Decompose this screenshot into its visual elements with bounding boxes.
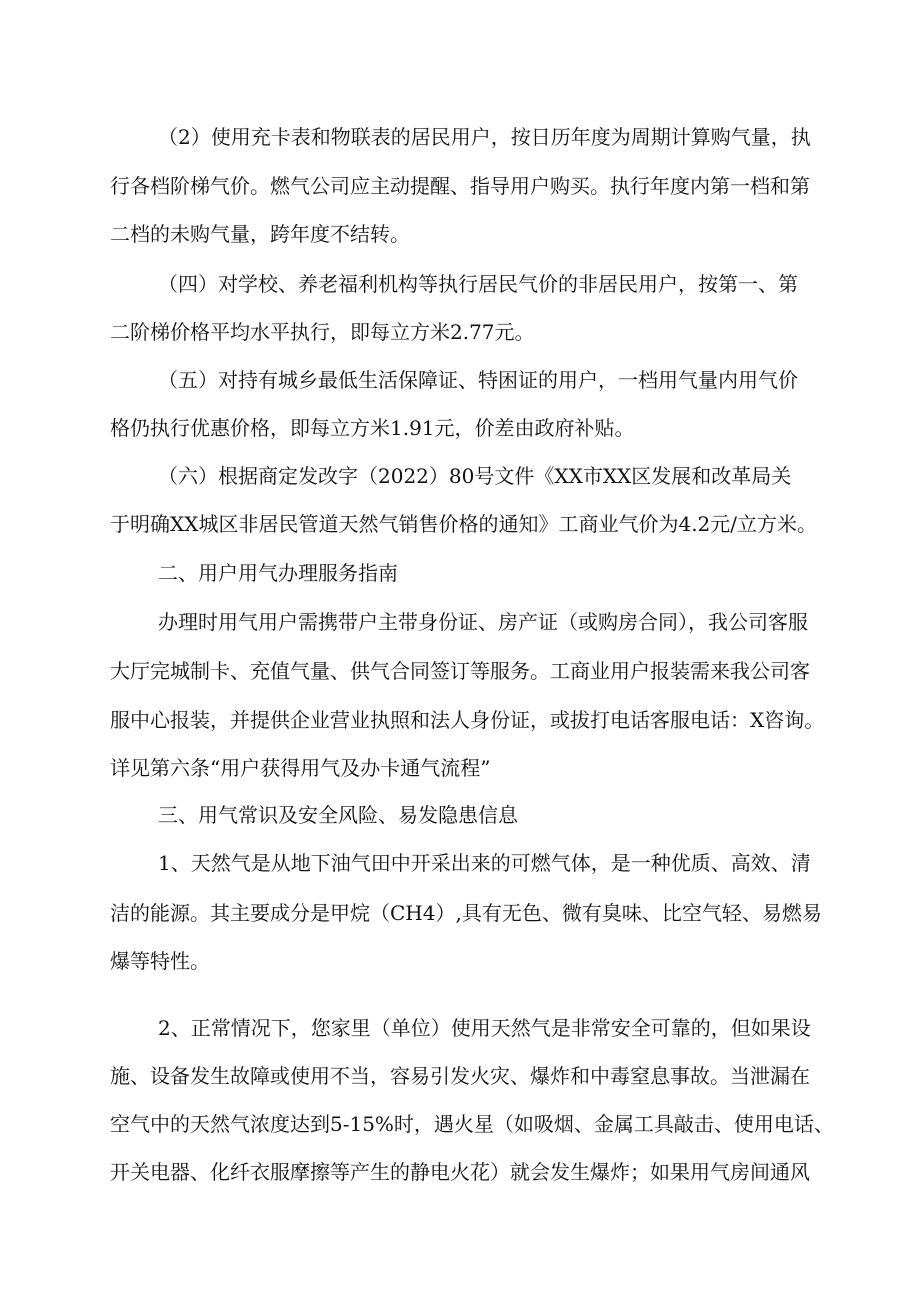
service-guide-line-1: 办理时用气用户需携带户主带身份证、房产证（或购房合同），我公司客服 [158,610,808,634]
paragraph-5-line-1: （五）对持有城乡最低生活保障证、特困证的用户，一档用气量内用气价 [158,368,798,392]
section-heading-safety-info: 三、用气常识及安全风险、易发隐患信息 [158,803,518,827]
paragraph-2-line-3: 二档的未购气量，跨年度不结转。 [110,222,410,246]
section-heading-service-guide: 二、用户用气办理服务指南 [158,561,398,585]
paragraph-6-line-2: 于明确XX城区非居民管道天然气销售价格的通知》工商业气价为4.2元/立方米。 [110,512,818,536]
paragraph-6-line-1: （六）根据商定发改字（2022）80号文件《XX市XX区发展和改革局关 [158,464,792,488]
safety-item-1-line-1: 1、天然气是从地下油气田中开采出来的可燃气体，是一种优质、高效、清 [158,851,811,875]
safety-item-2-line-3: 空气中的天然气浓度达到5-15%时，遇火星（如吸烟、金属工具敲击、使用电话、 [110,1112,834,1136]
safety-item-2-line-1: 2、正常情况下，您家里（单位）使用天然气是非常安全可靠的，但如果设 [158,1016,811,1040]
paragraph-2-line-2: 行各档阶梯气价。燃气公司应主动提醒、指导用户购买。执行年度内第一档和第 [110,174,810,198]
paragraph-5-line-2: 格仍执行优惠价格，即每立方米1.91元，价差由政府补贴。 [110,416,635,440]
service-guide-line-4: 详见第六条“用户获得用气及办卡通气流程” [110,756,491,780]
safety-item-1-line-3: 爆等特性。 [110,949,210,973]
safety-item-2-line-4: 开关电器、化纤衣服摩擦等产生的静电火花）就会发生爆炸；如果用气房间通风 [110,1160,810,1184]
safety-item-1-line-2: 洁的能源。其主要成分是甲烷（CH4）,具有无色、微有臭味、比空气轻、易燃易 [110,901,822,925]
service-guide-line-2: 大厅完城制卡、充值气量、供气合同签订等服务。工商业用户报装需来我公司客 [110,659,810,683]
paragraph-4-line-1: （四）对学校、养老福利机构等执行居民气价的非居民用户，按第一、第 [158,272,798,296]
safety-item-2-line-2: 施、设备发生故障或使用不当，容易引发火灾、爆炸和中毒窒息事故。当泄漏在 [110,1064,810,1088]
service-guide-line-3: 服中心报装，并提供企业营业执照和法人身份证，或拔打电话客服电话：X咨询。 [110,708,825,732]
paragraph-2-line-1: （2）使用充卡表和物联表的居民用户，按日历年度为周期计算购气量，执 [158,125,811,149]
paragraph-4-line-2: 二阶梯价格平均水平执行，即每立方米2.77元。 [110,320,535,344]
